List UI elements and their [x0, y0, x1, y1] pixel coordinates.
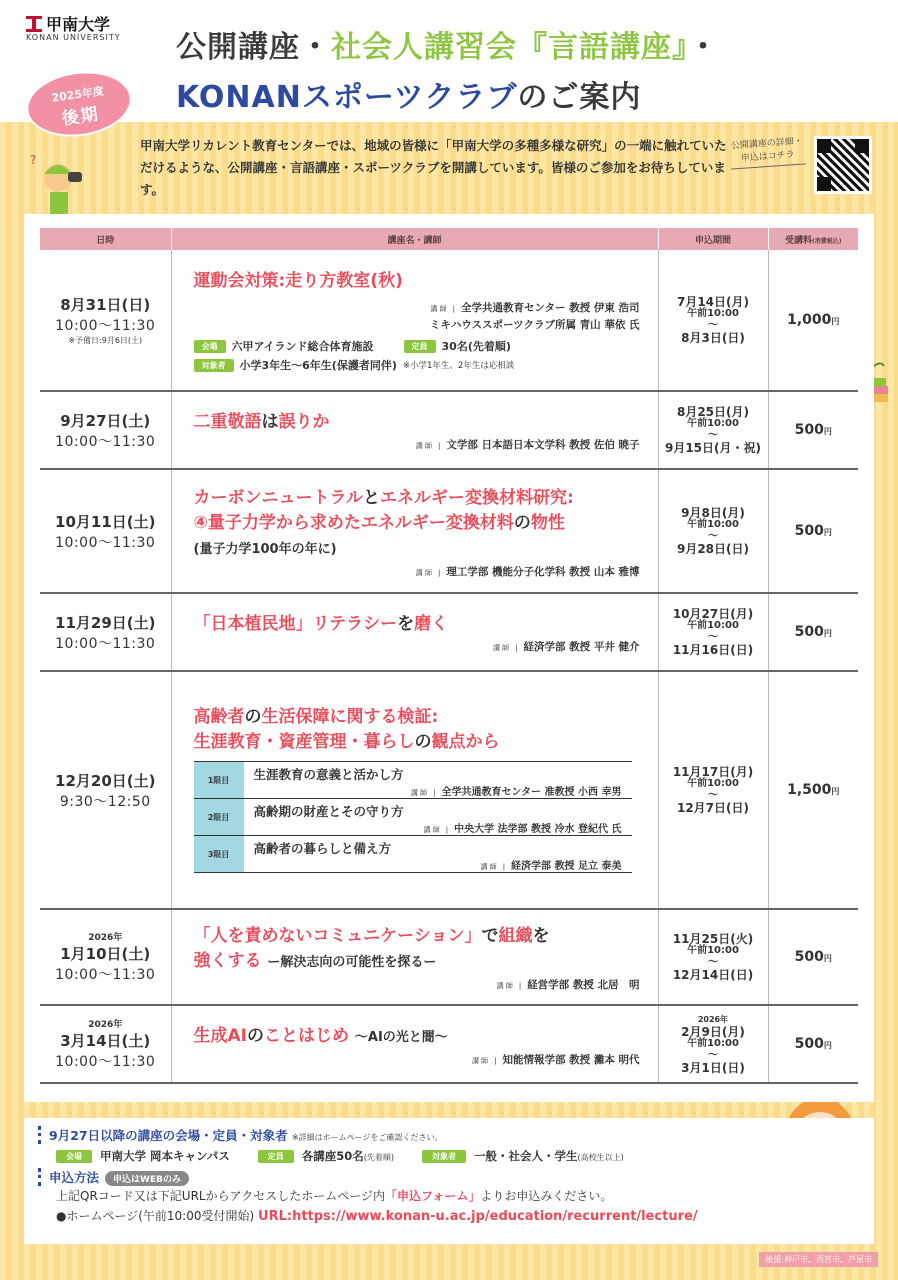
lecture-title[interactable]: 高齢者の生活保障に関する検証: 生涯教育・資産管理・暮らしの観点から: [193, 707, 500, 752]
col-title: 講座名・講師: [171, 228, 658, 250]
col-date: 日時: [40, 228, 171, 250]
lecture-title[interactable]: 運動会対策:走り方教室(秋): [193, 271, 403, 291]
period-cell: 10月27日(月) 午前10:00 〜 11月16日(日): [658, 593, 768, 671]
lecturer: ミキハウススポーツクラブ所属 青山 華依 氏: [429, 319, 640, 331]
university-logo[interactable]: [26, 12, 110, 35]
session-row: 2限目 高齢期の財産とその守り方 講 師 | 中央大学 法学部 教授 冷水 登紀代 氏: [194, 799, 632, 836]
lecture-title[interactable]: カーボンニュートラルとエネルギー変換材料研究: ④量子力学から求めたエネルギー変換材料の物性 (量子力学100年の年に): [193, 487, 574, 557]
lecture-title[interactable]: 生成AIのことはじめ 〜AIの光と闇〜: [193, 1025, 448, 1046]
term-badge: 2025年度 後期: [22, 65, 136, 143]
lecturer: 講 師 | 理工学部 機能分子化学科 教授 山本 雅博: [415, 565, 640, 578]
fee-cell: 500円: [768, 593, 858, 671]
col-fee: 受講料(消費税込): [768, 228, 858, 250]
target-info: 対象者 小学3年生〜6年生(保護者同伴) ※小学1年生、2年生は応相談: [194, 357, 640, 373]
apply-instructions: 上記QRコード又は下記URLからアクセスしたホームページ内「申込フォーム」よりお申込みください。: [56, 1189, 613, 1203]
date-cell: 8月31日(日) 10:00〜11:30 ※予備日:9月6日(土): [40, 250, 171, 391]
application-info: [24, 1118, 874, 1244]
sub-sessions: [194, 761, 632, 873]
period-cell: 7月14日(月) 午前10:00 〜 8月3日(日): [658, 250, 768, 391]
homepage-line: ●ホームページ(午前10:00受付開始) URL:https://www.konan-u.ac.jp/education/recurrent/lecture/: [56, 1209, 698, 1224]
sponsor-note: 後援:神戸市、西宮市、芦屋市: [759, 1252, 878, 1267]
session-row: 3限目 高齢者の暮らしと備え方 講 師 | 経済学部 教授 足立 泰美: [194, 836, 632, 873]
session-row: 1限目 生涯教育の意義と活かし方 講 師 | 全学共通教育センター 准教授 小西 幸男: [194, 762, 632, 799]
lecture-cell: [171, 250, 658, 391]
lecture-cell: [171, 593, 658, 671]
fee-cell: 1,000円: [768, 250, 858, 391]
table-row: [40, 671, 858, 909]
lecturer: 講 師 | 経済学部 教授 平井 健介: [492, 641, 640, 653]
fee-cell: 500円: [768, 909, 858, 1005]
date-cell: 10月11日(土) 10:00〜11:30: [40, 469, 171, 593]
venue-details: 会場 甲南大学 岡本キャンパス 定員 各講座50名(先着順) 対象者 一般・社会人・学生(高校生以上): [56, 1148, 860, 1164]
girl-binoculars-illustration: [30, 150, 90, 220]
homepage-url-link[interactable]: URL:https://www.konan-u.ac.jp/education/recurrent/lecture/: [258, 1209, 698, 1224]
qr-note: 公開講座の詳細・申込はコチラ: [729, 135, 806, 169]
date-cell: 12月20日(土) 9:30〜12:50: [40, 671, 171, 909]
lecturer: 講 師 | 知能情報学部 教授 灘本 明代: [471, 1053, 640, 1066]
table-row: [40, 593, 858, 671]
logo-name: 甲南大学: [46, 15, 111, 34]
lecture-cell: [171, 909, 658, 1005]
qr-block: [730, 132, 880, 202]
table-row: [40, 469, 858, 593]
table-row: [40, 250, 858, 391]
col-period: 申込期間: [658, 228, 768, 250]
period-cell: 2026年 2月9日(月) 午前10:00 〜 3月1日(日): [658, 1005, 768, 1083]
lecturer: 講 師 | 全学共通教育センター 教授 伊東 浩司: [430, 302, 640, 314]
lecturer: 講 師 | 文学部 日本語日本文学科 教授 佐伯 暁子: [415, 439, 640, 451]
svg-text:?: ?: [30, 153, 37, 167]
period-cell: 11月25日(火) 午前10:00 〜 12月14日(日): [658, 909, 768, 1005]
table-row: [40, 1005, 858, 1083]
date-cell: 2026年 3月14日(土) 10:00〜11:30: [40, 1005, 171, 1083]
lecture-cell: [171, 1005, 658, 1083]
apply-heading: 申込方法 申込はWEBのみ: [38, 1168, 860, 1186]
lecture-title[interactable]: 「日本植民地」リテラシーを磨く: [193, 614, 449, 634]
logo-english: KONAN UNIVERSITY: [26, 33, 121, 42]
table-row: [40, 909, 858, 1005]
intro-text: 甲南大学リカレント教育センターでは、地域の皆様に「甲南大学の多種多様な研究」の一端に触れていただけるような、公開講座・言語講座・スポーツクラブを開講しています。皆様のご参加をお待ちしています。: [140, 138, 727, 197]
lecture-cell: [171, 391, 658, 469]
period-cell: 9月8日(月) 午前10:00 〜 9月28日(日): [658, 469, 768, 593]
lecture-cell: [171, 469, 658, 593]
date-cell: 11月29日(土) 10:00〜11:30: [40, 593, 171, 671]
date-cell: 2026年 1月10日(土) 10:00〜11:30: [40, 909, 171, 1005]
page-title-line2: KONANスポーツクラブのご案内: [176, 80, 642, 115]
fee-cell: 500円: [768, 391, 858, 469]
period-cell: 8月25日(月) 午前10:00 〜 9月15日(月・祝): [658, 391, 768, 469]
date-cell: 9月27日(土) 10:00〜11:30: [40, 391, 171, 469]
lecture-table: [40, 228, 858, 1084]
fee-cell: 500円: [768, 469, 858, 593]
page-title-line1: 公開講座・社会人講習会『言語講座』・: [176, 30, 719, 65]
venue-info: 会場 六甲アイランド総合体育施設 定員 30名(先着順): [194, 338, 640, 354]
konan-logo-icon: [26, 16, 42, 32]
lecture-title[interactable]: 二重敬語は誤りか: [193, 412, 330, 432]
qr-code-icon[interactable]: [814, 136, 872, 194]
fee-cell: 1,500円: [768, 671, 858, 909]
fee-cell: 500円: [768, 1005, 858, 1083]
period-cell: 11月17日(月) 午前10:00 〜 12月7日(日): [658, 671, 768, 909]
lecture-title[interactable]: 「人を責めないコミュニケーション」で組織を 強くする ー解決志向の可能性を探るー: [193, 926, 550, 971]
table-row: [40, 391, 858, 469]
lecture-cell: [171, 671, 658, 909]
lecturer: 講 師 | 経営学部 教授 北居 明: [496, 979, 640, 991]
venue-heading: 9月27日以降の講座の会場・定員・対象者 ※詳細はホームページをご確認ください。: [38, 1126, 860, 1144]
